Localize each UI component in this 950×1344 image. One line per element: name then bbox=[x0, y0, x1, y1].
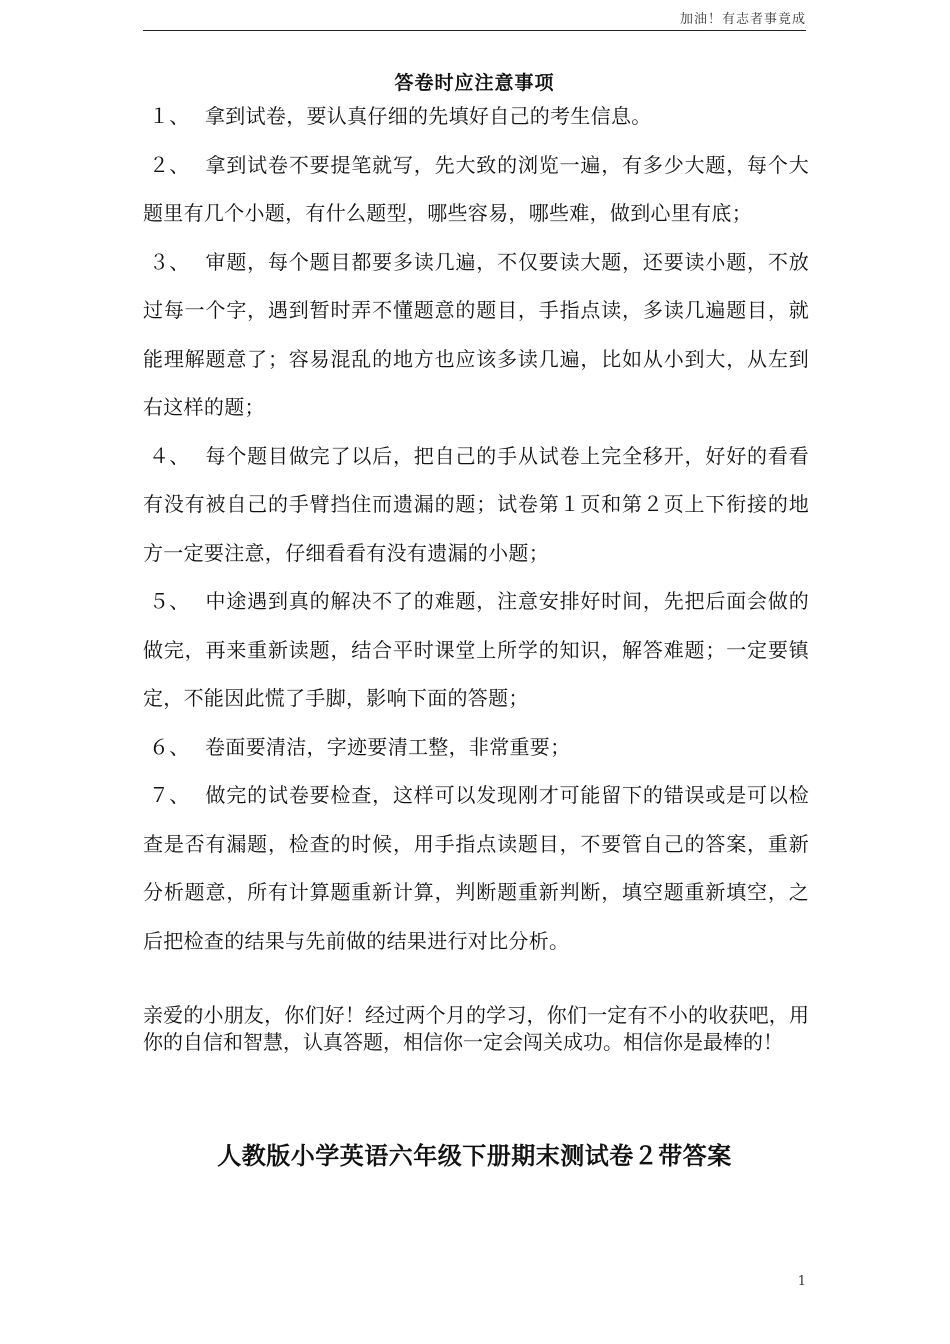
exam-title: 人教版小学英语六年级下册期末测试卷２带答案 bbox=[217, 1142, 732, 1170]
item-number: ４、 bbox=[149, 443, 190, 468]
item-text: 中途遇到真的解决不了的难题，注意安排好时间，先把后面会做的做完，再来重新读题，结合平时课堂上所学的知识，解答难题；一定要镇定，不能因此慌了手脚，影响下面的答题； bbox=[143, 589, 809, 710]
item-number: ５、 bbox=[149, 589, 190, 613]
encouragement-paragraph: 亲爱的小朋友，你们好！经过两个月的学习，你们一定有不小的收获吧，用你的自信和智慧，认真答题，相信你一定会闯关成功。相信你是最棒的！ bbox=[143, 1003, 809, 1054]
notice-item-2 bbox=[143, 141, 809, 238]
item-number: １、 bbox=[149, 104, 190, 128]
notice-item-7 bbox=[143, 771, 809, 965]
item-text: 卷面要清洁，字迹要清工整，非常重要； bbox=[205, 734, 571, 759]
item-text: 拿到试卷不要提笔就写，先大致的浏览一遍，有多少大题，每个大题里有几个小题，有什么题型，哪些容易，哪些难，做到心里有底； bbox=[143, 152, 809, 225]
notice-item-3 bbox=[143, 238, 809, 432]
item-text: 做完的试卷要检查，这样可以发现刚才可能留下的错误或是可以检查是否有漏题，检查的时候，用手指点读题目，不要管自己的答案，重新分析题意，所有计算题重新计算，判断题重新判断，填空题重新填空，之后把检查的结果与先前做的结果进行对比分析。 bbox=[143, 783, 809, 953]
notice-title: 答卷时应注意事项 bbox=[394, 72, 555, 94]
notice-item-4 bbox=[143, 432, 809, 578]
item-text: 拿到试卷，要认真仔细的先填好自己的考生信息。 bbox=[205, 104, 652, 128]
item-number: ３、 bbox=[149, 249, 190, 274]
header-motto: 加油！有志者事竟成 bbox=[679, 12, 806, 27]
item-number: ６、 bbox=[149, 734, 190, 759]
item-text: 审题，每个题目都要多读几遍，不仅要读大题，还要读小题，不放过每一个字，遇到暂时弄不懂题意的题目，手指点读，多读几遍题目，就能理解题意了；容易混乱的地方也应该多读几遍，比如从小到大，从左到右这样的题； bbox=[143, 249, 809, 419]
page-header bbox=[143, 0, 806, 31]
item-number: ７、 bbox=[149, 783, 190, 807]
item-text: 每个题目做完了以后，把自己的手从试卷上完全移开，好好的看看有没有被自己的手臂挡住而遗漏的题；试卷第１页和第２页上下衔接的地方一定要注意，仔细看看有没有遗漏的小题； bbox=[143, 443, 809, 565]
notice-item-5 bbox=[143, 577, 809, 723]
notice-item-6 bbox=[143, 723, 809, 772]
notice-item-1 bbox=[143, 92, 809, 141]
item-number: ２、 bbox=[149, 152, 190, 177]
notice-list bbox=[143, 92, 809, 965]
page-number: 1 bbox=[797, 1274, 806, 1289]
